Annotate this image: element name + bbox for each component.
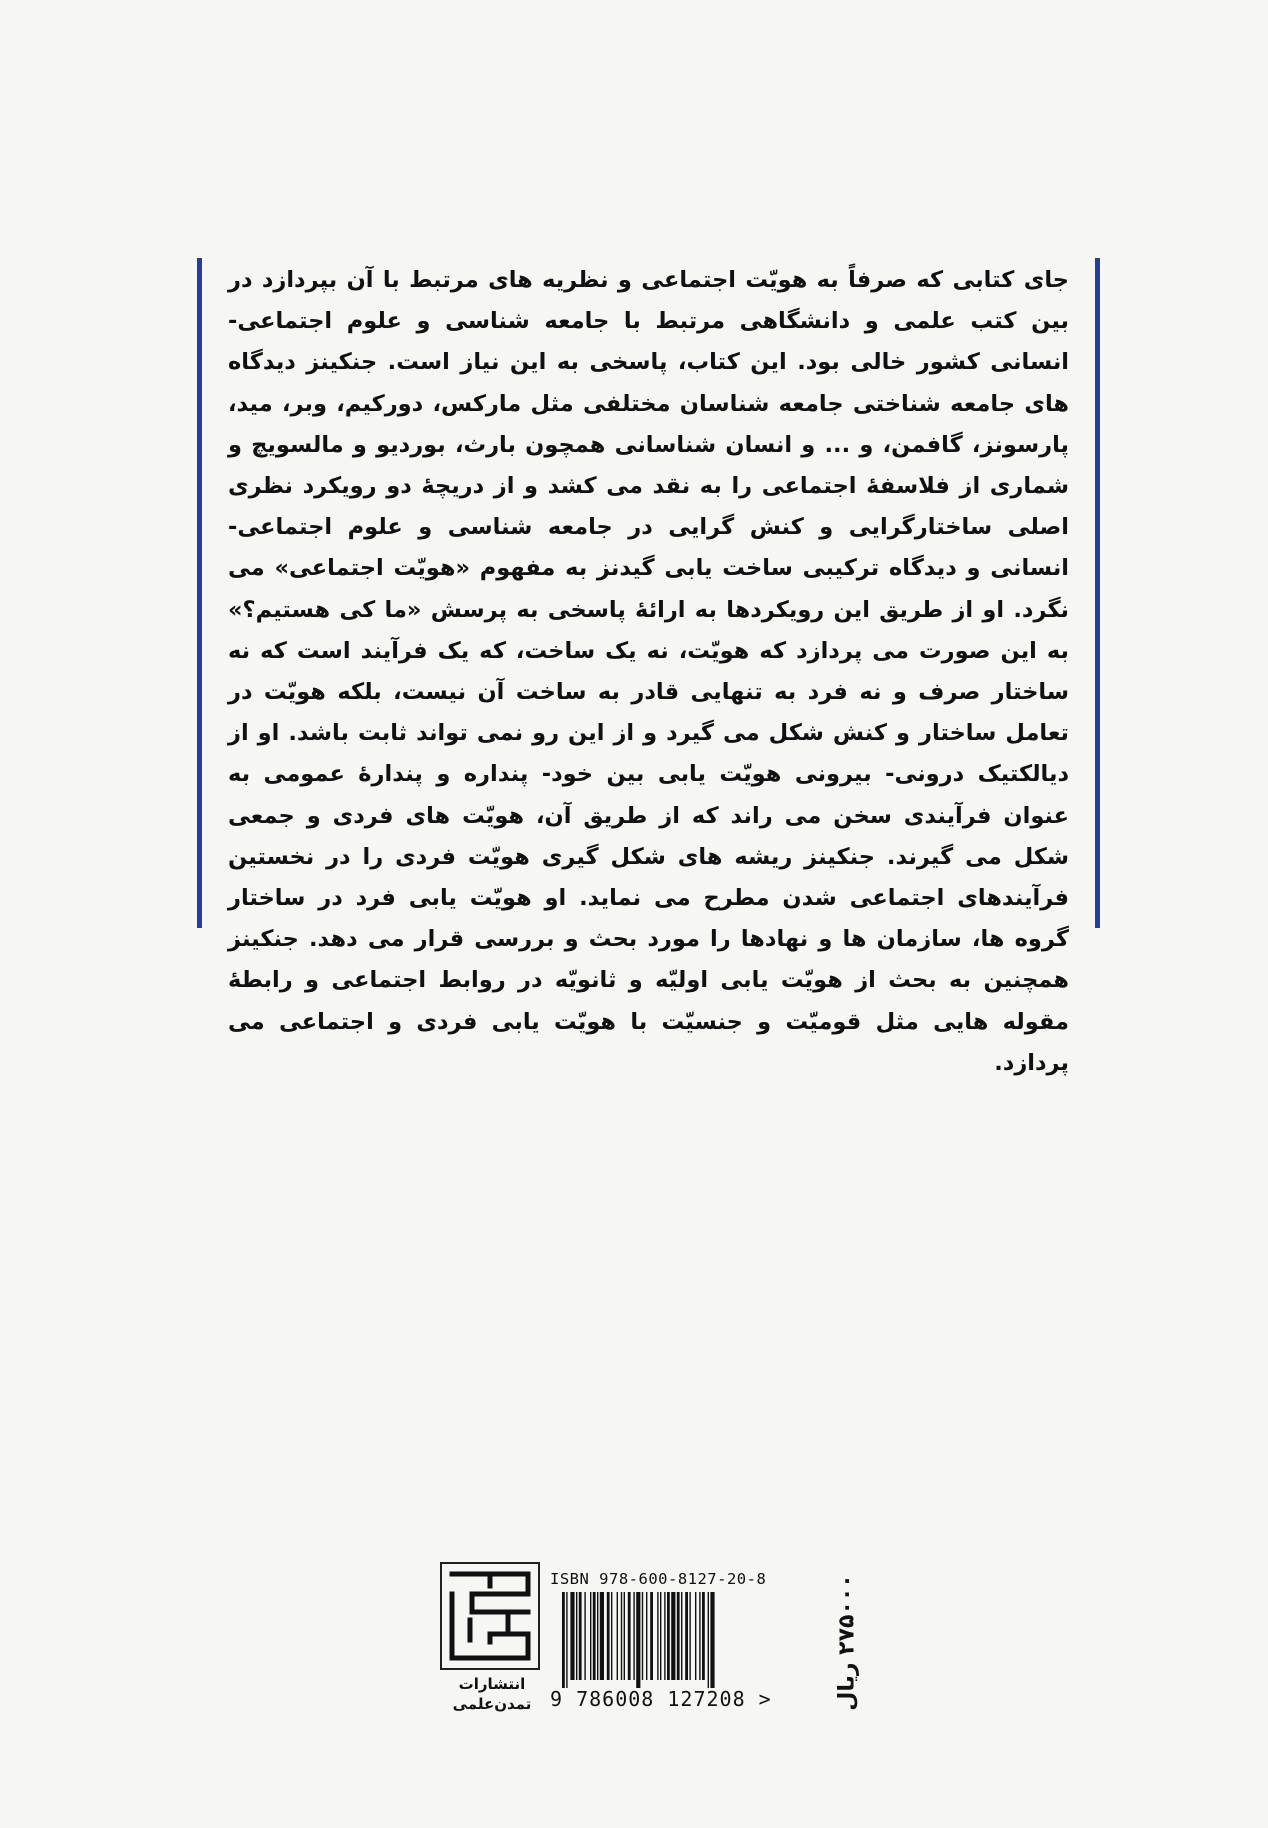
barcode-digits: 9 786008 127208 > <box>550 1687 772 1711</box>
barcode-bar <box>702 1592 705 1680</box>
calligraphy-mark-icon <box>442 1564 538 1668</box>
barcode-bar <box>642 1592 643 1680</box>
barcode-bar <box>633 1592 634 1680</box>
barcode-bar <box>681 1592 682 1680</box>
barcode-bar <box>636 1592 640 1688</box>
barcode-bar <box>562 1592 565 1688</box>
isbn-label: ISBN 978-600-8127-20-8 <box>550 1570 767 1588</box>
barcode-bar <box>579 1592 582 1680</box>
barcode-bar <box>624 1592 625 1680</box>
barcode-bar <box>664 1592 665 1680</box>
barcode-bar <box>628 1592 631 1680</box>
barcode-bar <box>646 1592 647 1680</box>
barcode-bar <box>710 1592 714 1688</box>
barcode-bar <box>600 1592 604 1680</box>
publisher-name <box>438 1674 546 1714</box>
price-tag <box>832 1570 862 1720</box>
blurb-frame <box>197 258 1100 1076</box>
barcode-bars <box>558 1592 788 1688</box>
isbn-barcode <box>550 1570 810 1720</box>
barcode-bar <box>708 1592 709 1688</box>
publisher-logo <box>438 1560 546 1720</box>
publisher-name-line1: انتشارات <box>458 1675 526 1693</box>
barcode-bar <box>617 1592 618 1680</box>
barcode-bar <box>667 1592 670 1680</box>
publisher-name-line2: تمدن‌علمی <box>452 1695 532 1713</box>
barcode-bar <box>570 1592 574 1680</box>
price-text: ۲۷۵۰۰۰ ریال <box>834 1574 860 1711</box>
barcode-bar <box>685 1592 688 1680</box>
barcode-bar <box>695 1592 696 1680</box>
barcode-bar <box>657 1592 658 1680</box>
blurb-paragraph: جای کتابی که صرفاً به هویّت اجتماعی و نظریه های مرتبط با آن بپردازد در بین کتب علمی و دانشگاهی مرتبط با جامعه شناسی و علوم اجتماعی- انسانی کشور خالی بود. این کتاب، پاسخی به این نیاز است. جنکینز دیدگاه های جامعه شناختی جامعه شناسان مختلفی مثل مارکس، دورکیم، وبر، مید، پارسونز، گافمن، و ... و انسان شناسانی همچون بارث، بوردیو و مالسویچ و شماری از فلاسفهٔ اجتماعی را به نقد می کشد و از دریچهٔ دو رویکرد نظری اصلی ساختارگرایی و کنش گرایی در جامعه شناسی و علوم اجتماعی- انسانی و دیدگاه ترکیبی ساخت یابی گیدنز به مفهوم «هویّت اجتماعی» می نگرد. او از طریق این رویکردها به ارائهٔ پاسخی به پرسش «ما کی هستیم؟» به این صورت می پردازد که هویّت، نه یک ساخت، که یک فرآیند است که نه ساختار صرف و نه فرد به تنهایی قادر به ساخت آن نیست، بلکه هویّت در تعامل ساختار و کنش شکل می گیرد و از این رو نمی تواند ثابت باشد. او از دیالکتیک درونی- بیرونی هویّت یابی بین خود- پنداره و پندارهٔ عمومی به عنوان فرآیندی سخن می راند که از طریق آن، هویّت های فردی و جمعی شکل می گیرند. جنکینز ریشه های شکل گیری هویّت فردی را در نخستین فرآیندهای اجتماعی شدن مطرح می نماید. او هویّت یابی فرد در ساختار گروه ها، سازمان ها و نهادها را مورد بحث و بررسی قرار می دهد. جنکینز همچنین به بحث از هویّت یابی اولیّه و ثانویّه در روابط اجتماعی و رابطهٔ مقوله هایی مثل قومیّت و جنسیّت با هویّت یابی فردی و اجتماعی می پردازد. <box>228 267 1069 1076</box>
barcode-bar <box>699 1592 700 1680</box>
barcode-bar <box>607 1592 610 1680</box>
logo-frame <box>440 1562 540 1670</box>
barcode-bar <box>576 1592 577 1680</box>
barcode-bar <box>597 1592 598 1680</box>
barcode-bar <box>566 1592 567 1688</box>
barcode-bar <box>689 1592 690 1680</box>
barcode-bar <box>650 1592 653 1680</box>
barcode-bar <box>584 1592 585 1680</box>
barcode-bar <box>611 1592 612 1680</box>
barcode-bar <box>660 1592 661 1680</box>
barcode-bar <box>621 1592 622 1680</box>
barcode-bar <box>677 1592 680 1680</box>
barcode-bar <box>593 1592 596 1680</box>
barcode-bar <box>590 1592 591 1680</box>
barcode-bar <box>671 1592 675 1680</box>
